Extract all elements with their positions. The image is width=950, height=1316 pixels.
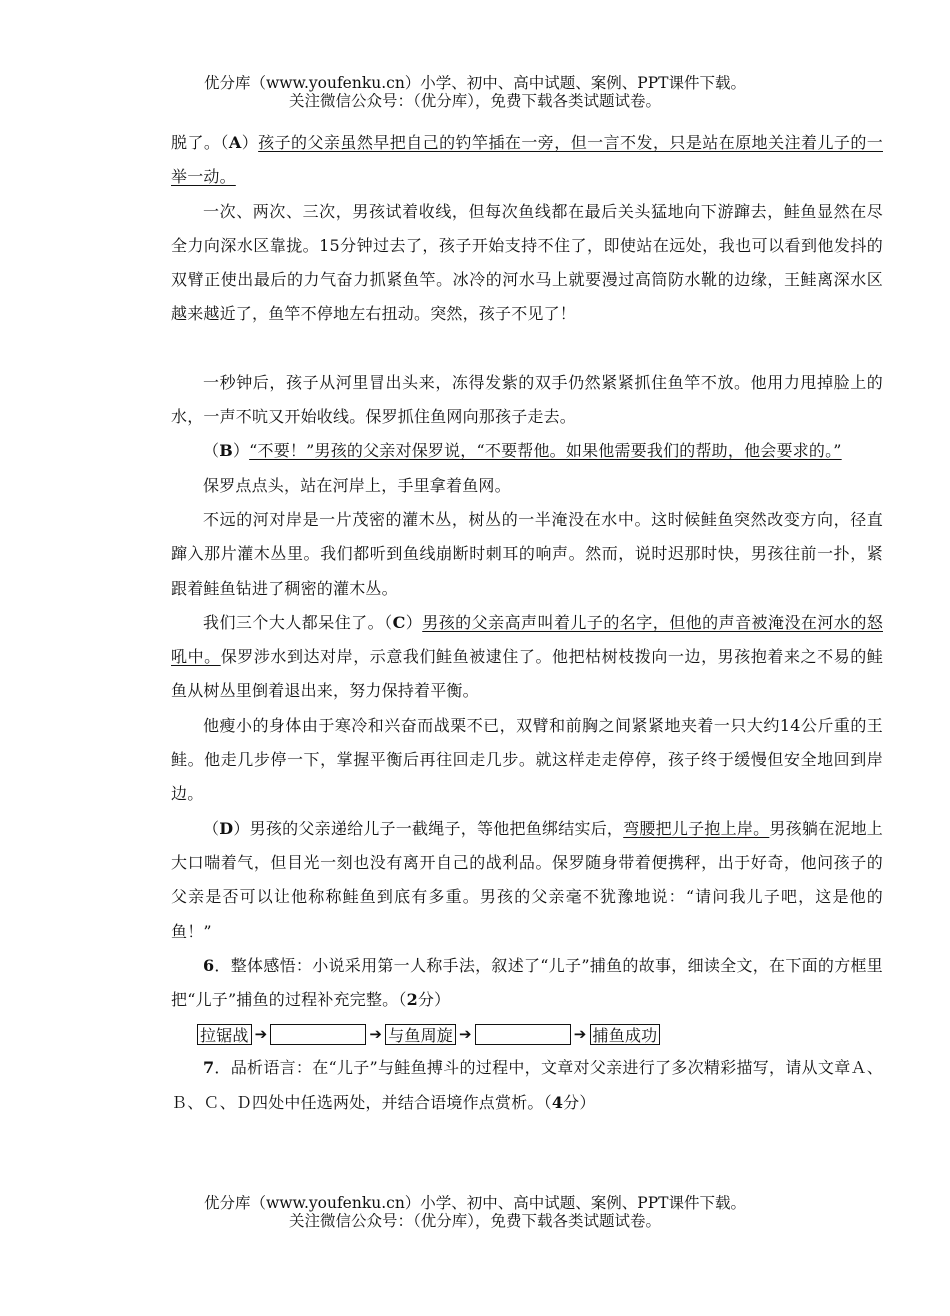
- arrow-right-icon: ➔: [254, 1025, 268, 1044]
- text: ）: [241, 133, 259, 152]
- underlined-d: 弯腰把儿子抱上岸。: [623, 818, 770, 838]
- paragraph-7: [171, 606, 883, 709]
- question-score: 4: [551, 1092, 564, 1112]
- arrow-right-icon: ➔: [458, 1025, 472, 1044]
- marker-c: C: [392, 612, 406, 632]
- flow-blank-box-1[interactable]: [270, 1024, 366, 1045]
- paragraph-8: 他瘦小的身体由于寒冷和兴奋而战栗不已，双臂和前胸之间紧紧地夹着一只大约14公斤重的王鲑。他走几步停一下，掌握平衡后再往回走几步。就这样走走停停，孩子终于缓慢但安全地回到岸边。: [171, 715, 883, 804]
- page-footer: [0, 1194, 950, 1230]
- text: （: [203, 818, 220, 838]
- question-number: 6: [203, 955, 215, 975]
- text: 男孩躺在泥地上大口喘着气，但目光一刻也没有离开自己的战利品。保罗随身带着便携秤，出于好奇，他问孩子的父亲是否可以让他称称鲑鱼到底有多重。男孩的父亲毫不犹豫地说：“请问我儿子吧，这是他的鱼！”: [171, 818, 884, 941]
- question-7: [171, 1051, 883, 1120]
- paragraph-4: [171, 434, 883, 468]
- paragraph-6: 不远的河对岸是一片茂密的灌木丛，树丛的一半淹没在水中。这时候鲑鱼突然改变方向，径直蹿入那片灌木丛里。我们都听到鱼线崩断时刺耳的响声。然而，说时迟那时快，男孩往前一扑，紧跟着鲑鱼钻进了稠密的灌木丛。: [171, 509, 883, 598]
- text: 男孩的父亲递给儿子一截绳子，等他把鱼绑结实后，: [249, 818, 624, 838]
- document-body: [171, 126, 883, 1120]
- header-line-1: 优分库（www.youfenku.cn）小学、初中、高中试题、案例、PPT课件下载。: [203, 74, 747, 92]
- underlined-a: 孩子的父亲虽然早把自己的钓竿插在一旁，但一言不发，只是站在原地关注着儿子的一举一动。: [171, 133, 883, 187]
- text: 分）: [563, 1092, 596, 1112]
- text: ）: [405, 612, 423, 632]
- paragraph-1: [171, 126, 883, 195]
- header-line-2: 关注微信公众号：（优分库），免费下载各类试题试卷。: [288, 92, 661, 110]
- arrow-right-icon: ➔: [573, 1025, 587, 1044]
- underlined-b: “不要！”男孩的父亲对保罗说，“不要帮他。如果他需要我们的帮助，他会要求的。”: [249, 441, 842, 461]
- question-number: 7: [203, 1058, 215, 1078]
- text: ）: [232, 441, 250, 461]
- arrow-right-icon: ➔: [369, 1025, 383, 1044]
- text: （: [203, 441, 220, 461]
- marker-a: A: [228, 133, 242, 152]
- flow-blank-box-2[interactable]: [475, 1024, 571, 1045]
- question-score: 2: [406, 990, 418, 1010]
- process-flow: [197, 1017, 883, 1051]
- flow-box-3: 与鱼周旋: [385, 1024, 456, 1045]
- text: 保罗涉水到达对岸，示意我们鲑鱼被逮住了。他把枯树枝拨向一边，男孩抱着来之不易的鲑鱼从树丛里倒着退出来，努力保持着平衡。: [171, 647, 883, 701]
- flow-box-5: 捕鱼成功: [590, 1024, 661, 1045]
- question-text: ．品析语言：在“儿子”与鲑鱼搏斗的过程中，文章对父亲进行了多次精彩描写，请从文章Ａ、Ｂ、Ｃ、Ｄ四处中任选两处，并结合语境作点赏析。（: [171, 1058, 883, 1112]
- marker-b: B: [219, 441, 233, 461]
- page-header: [0, 74, 950, 110]
- footer-line-2: 关注微信公众号：（优分库），免费下载各类试题试卷。: [288, 1212, 661, 1230]
- text: 分）: [417, 990, 451, 1010]
- blank-line: [171, 332, 883, 366]
- question-6: [171, 949, 883, 1018]
- flow-box-1: 拉锯战: [197, 1024, 252, 1045]
- text: 我们三个大人都呆住了。（: [203, 612, 393, 632]
- underlined-c: 男孩的父亲高声叫着儿子的名字，但他的声音被淹没在河水的怒吼中。: [171, 612, 883, 667]
- paragraph-5: 保罗点点头，站在河岸上，手里拿着鱼网。: [203, 475, 511, 495]
- text: ）: [233, 818, 250, 838]
- paragraph-9: [171, 812, 883, 949]
- footer-line-1: 优分库（www.youfenku.cn）小学、初中、高中试题、案例、PPT课件下载。: [203, 1194, 747, 1212]
- text: 脱了。（: [171, 133, 229, 152]
- marker-d: D: [219, 818, 234, 838]
- paragraph-2: 一次、两次、三次，男孩试着收线，但每次鱼线都在最后关头猛地向下游蹿去，鲑鱼显然在尽全力向深水区靠拢。15分钟过去了，孩子开始支持不住了，即使站在远处，我也可以看到他发抖的双臂正使出最后的力气奋力抓紧鱼竿。冰冷的河水马上就要漫过高筒防水靴的边缘，王鲑离深水区越来越近了，鱼竿不停地左右扭动。突然，孩子不见了！: [171, 201, 883, 324]
- question-text: ．整体感悟：小说采用第一人称手法，叙述了“儿子”捕鱼的故事，细读全文，在下面的方框里把“儿子”捕鱼的过程补充完整。（: [171, 955, 883, 1010]
- paragraph-3: 一秒钟后，孩子从河里冒出头来，冻得发紫的双手仍然紧紧抓住鱼竿不放。他用力甩掉脸上的水，一声不吭又开始收线。保罗抓住鱼网向那孩子走去。: [171, 372, 883, 427]
